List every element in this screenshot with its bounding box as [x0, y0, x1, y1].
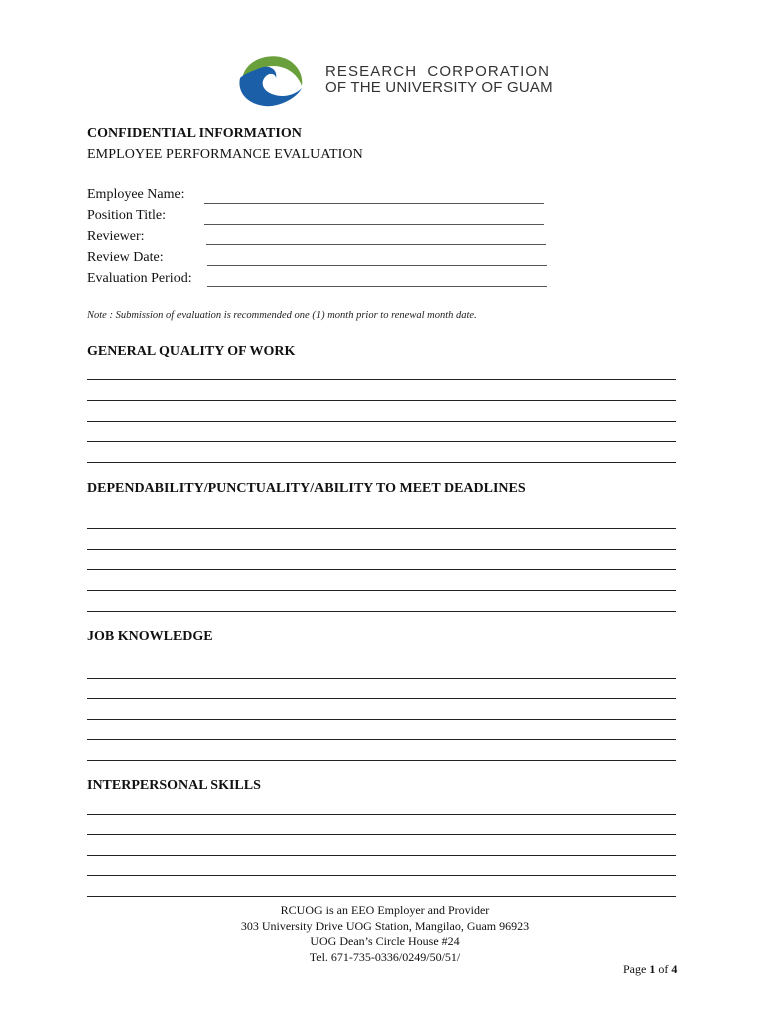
job-knowledge-line-4[interactable] — [87, 739, 676, 740]
general-quality-line-3[interactable] — [87, 421, 676, 422]
page-footer — [0, 903, 770, 965]
dependability-line-3[interactable] — [87, 569, 676, 570]
organization-name — [325, 64, 553, 96]
interpersonal-line-5[interactable] — [87, 896, 676, 897]
org-name-line1: RESEARCH CORPORATION — [325, 63, 551, 80]
general-quality-line-2[interactable] — [87, 400, 676, 401]
evaluation-period-field[interactable] — [207, 286, 547, 287]
dependability-line-4[interactable] — [87, 590, 676, 591]
dependability-line-2[interactable] — [87, 549, 676, 550]
job-knowledge-line-1[interactable] — [87, 678, 676, 679]
review-date-label: Review Date: — [87, 250, 164, 265]
employee-name-field[interactable] — [204, 203, 544, 204]
rcuog-logo-icon — [236, 52, 306, 108]
document-title: EMPLOYEE PERFORMANCE EVALUATION — [87, 147, 363, 162]
evaluation-period-label: Evaluation Period: — [87, 271, 192, 286]
general-quality-line-1[interactable] — [87, 379, 676, 380]
general-quality-line-4[interactable] — [87, 441, 676, 442]
position-title-field[interactable] — [204, 224, 544, 225]
page-total: 4 — [671, 962, 678, 976]
interpersonal-line-3[interactable] — [87, 855, 676, 856]
interpersonal-line-4[interactable] — [87, 875, 676, 876]
footer-phone: Tel. 671-735-0336/0249/50/51/ — [309, 949, 461, 964]
footer-eeo-statement: RCUOG is an EEO Employer and Provider — [280, 903, 490, 917]
page-current: 1 — [649, 962, 656, 976]
job-knowledge-line-5[interactable] — [87, 760, 676, 761]
page-number — [623, 962, 677, 977]
footer-building: UOG Dean’s Circle House #24 — [310, 934, 460, 948]
section-title-dependability: DEPENDABILITY/PUNCTUALITY/ABILITY TO MEET DEADLINES — [87, 481, 526, 496]
dependability-line-1[interactable] — [87, 528, 676, 529]
confidential-heading: CONFIDENTIAL INFORMATION — [87, 126, 302, 141]
section-title-job-knowledge: JOB KNOWLEDGE — [87, 629, 213, 644]
org-name-line2: OF THE UNIVERSITY OF GUAM — [325, 79, 553, 96]
section-title-interpersonal-skills: INTERPERSONAL SKILLS — [87, 778, 261, 793]
dependability-line-5[interactable] — [87, 611, 676, 612]
page-prefix: Page — [623, 962, 650, 976]
page-of: of — [655, 962, 672, 976]
reviewer-field[interactable] — [206, 244, 546, 245]
submission-note: Note : Submission of evaluation is recommended one (1) month prior to renewal month date. — [87, 310, 477, 321]
reviewer-label: Reviewer: — [87, 229, 145, 244]
employee-name-label: Employee Name: — [87, 187, 185, 202]
general-quality-line-5[interactable] — [87, 462, 676, 463]
job-knowledge-line-2[interactable] — [87, 698, 676, 699]
interpersonal-line-1[interactable] — [87, 814, 676, 815]
section-title-general-quality: GENERAL QUALITY OF WORK — [87, 344, 296, 359]
job-knowledge-line-3[interactable] — [87, 719, 676, 720]
review-date-field[interactable] — [207, 265, 547, 266]
position-title-label: Position Title: — [87, 208, 166, 223]
footer-address: 303 University Drive UOG Station, Mangilao, Guam 96923 — [240, 918, 530, 933]
interpersonal-line-2[interactable] — [87, 834, 676, 835]
